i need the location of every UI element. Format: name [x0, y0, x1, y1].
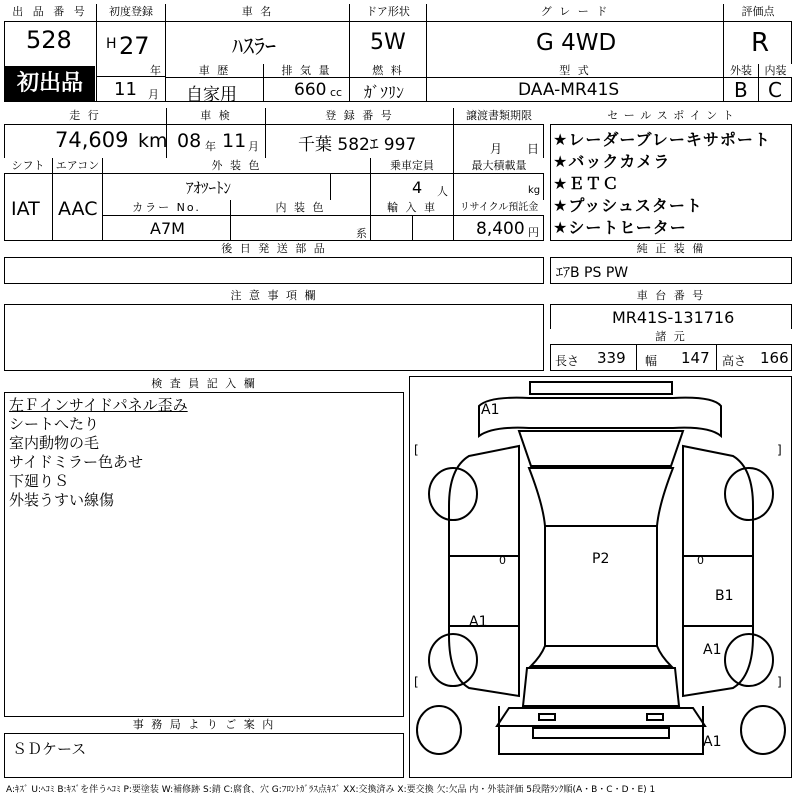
int-color-unit: 系 [356, 227, 367, 240]
history: 自家用 [186, 85, 237, 105]
mileage-unit: km [138, 130, 168, 152]
remark-item: サイドミラー色あせ [9, 453, 143, 471]
mileage: 74,609 [55, 128, 129, 152]
equipment-label: 純 正 装 備 [550, 241, 792, 258]
door-type: 5W [370, 30, 406, 55]
car-damage-diagram [409, 376, 792, 778]
displacement-unit: cc [330, 86, 343, 99]
displacement-label: 排 気 量 [264, 64, 349, 78]
sales-point-item: ★レーダーブレーキサポート [553, 130, 771, 149]
reg-no: 千葉 582ｴ 997 [298, 135, 417, 155]
color-no: A7M [150, 219, 185, 238]
interior-label: 内装 [759, 64, 792, 78]
transfer-label: 譲渡書類期限 [454, 108, 544, 125]
svg-text:]: ] [777, 443, 782, 457]
int-color-label: 内 装 色 [231, 200, 370, 216]
damage-mark: P2 [592, 551, 610, 567]
sales-point-item: ★プッシュスタート [553, 196, 703, 215]
sales-point-item: ★シートヒーター [553, 218, 687, 237]
grade-label: グ レ ー ド [427, 4, 723, 22]
office-label: 事 務 局 よ り ご 案 内 [4, 717, 404, 734]
remark-item: シートへたり [9, 415, 100, 433]
recycle-unit: 円 [528, 226, 539, 239]
svg-text:[: [ [414, 675, 419, 689]
reg-month-unit: 月 [148, 88, 159, 101]
history-label: 車 歴 [166, 64, 263, 78]
dims-label: 諸 元 [550, 329, 792, 345]
ext-color: ｱｵﾂｰﾄﾝ [186, 179, 232, 197]
chassis-number: MR41S-131716 [612, 308, 735, 327]
import-label: 輸 入 車 [371, 200, 453, 216]
first-listing-badge: 初出品 [5, 66, 95, 101]
first-reg-label: 初度登録 [97, 4, 165, 22]
load-unit: kg [528, 185, 541, 196]
svg-text:0: 0 [697, 554, 704, 567]
interior-score: C [768, 78, 782, 102]
remark-item: 室内動物の毛 [9, 434, 100, 452]
sales-point-item: ★ＥＴＣ [553, 174, 620, 193]
capacity-unit: 人 [437, 185, 448, 198]
length-label: 長さ [555, 354, 580, 368]
height-label: 高さ [722, 354, 747, 368]
length-value: 339 [597, 349, 626, 367]
inspection-month: 11 [222, 130, 247, 152]
color-no-label: カラー No. [103, 200, 230, 216]
ext-color-label: 外 装 色 [103, 158, 370, 174]
ac-label: エアコン [53, 158, 102, 174]
fuel: ｶﾞｿﾘﾝ [364, 83, 405, 102]
damage-mark: A1 [469, 614, 488, 630]
svg-text:0: 0 [499, 554, 506, 567]
grade: G 4WD [536, 30, 617, 56]
inspection-year: 08 [177, 130, 202, 152]
damage-mark: A1 [481, 402, 500, 418]
reg-no-label: 登 録 番 号 [266, 108, 453, 125]
mileage-label: 走 行 [4, 108, 166, 125]
later-parts-label: 後 日 発 送 部 品 [4, 241, 544, 258]
exterior-label: 外装 [724, 64, 758, 78]
car-name-label: 車 名 [166, 4, 349, 22]
lot-no-label: 出 品 番 号 [4, 4, 96, 22]
capacity-label: 乗車定員 [371, 158, 453, 174]
office-value: ＳＤケース [12, 740, 87, 758]
inspector-remarks [9, 396, 188, 510]
car-name: ﾊｽﾗｰ [232, 35, 277, 60]
sales-points-label: セ ー ル ス ポ イ ン ト [550, 108, 792, 125]
svg-text:]: ] [777, 675, 782, 689]
damage-mark: A1 [703, 642, 722, 658]
recycle-label: リサイクル預託金 [454, 200, 544, 216]
chassis-label: 車 台 番 号 [550, 288, 792, 305]
displacement: 660 [294, 80, 327, 100]
width-label: 幅 [645, 354, 658, 368]
model: DAA-MR41S [518, 80, 620, 100]
equipment-value: ｴｱB PS PW [556, 265, 629, 281]
svg-text:[: [ [414, 443, 419, 457]
notes-label: 注 意 事 項 欄 [4, 288, 544, 305]
inspection-label: 車 検 [167, 108, 265, 125]
lot-no: 528 [26, 26, 72, 54]
damage-mark: B1 [715, 588, 734, 604]
reg-year: 27 [119, 32, 150, 60]
inspection-year-unit: 年 [205, 140, 216, 153]
legend-footer: A:ｷｽﾞ U:ﾍｺﾐ B:ｷｽﾞを伴うﾍｺﾐ P:要塗装 W:補修跡 S:錆 C:腐食、穴 G:ﾌﾛﾝﾄｶﾞﾗｽ点ｷｽﾞ XX:交換済み X:要交換 欠:欠品 内・外装評価 5段階ﾗﾝｸ順(A・B・C・D・E) 1 [6, 785, 656, 795]
remark-item: 左Ｆインサイドパネル歪み [9, 396, 188, 414]
reg-year-unit: 年 [150, 64, 161, 77]
door-label: ドア形状 [350, 4, 426, 22]
fuel-label: 燃 料 [350, 64, 426, 78]
recycle-amount: 8,400 [476, 219, 525, 239]
damage-mark: A1 [703, 734, 722, 750]
shift: IAT [11, 198, 40, 220]
inspection-month-unit: 月 [248, 140, 259, 153]
reg-month: 11 [114, 79, 137, 100]
model-label: 型 式 [427, 64, 723, 78]
sales-points-list [553, 129, 771, 239]
width-value: 147 [681, 349, 710, 367]
ac: AAC [58, 198, 98, 220]
transfer-month-unit: 月 [490, 142, 503, 156]
remark-item: 外装うすい線傷 [9, 491, 115, 509]
inspector-label: 検 査 員 記 入 欄 [4, 376, 404, 393]
score: R [751, 28, 770, 58]
exterior-score: B [734, 78, 748, 102]
transfer-day-unit: 日 [527, 142, 540, 156]
score-label: 評価点 [724, 4, 792, 22]
era: H [106, 36, 117, 52]
sales-point-item: ★バックカメラ [553, 152, 671, 171]
height-value: 166 [760, 349, 789, 367]
remark-item: 下廻りＳ [9, 472, 70, 490]
shift-label: シフト [4, 158, 52, 174]
load-label: 最大積載量 [454, 158, 544, 174]
capacity: 4 [412, 178, 423, 197]
